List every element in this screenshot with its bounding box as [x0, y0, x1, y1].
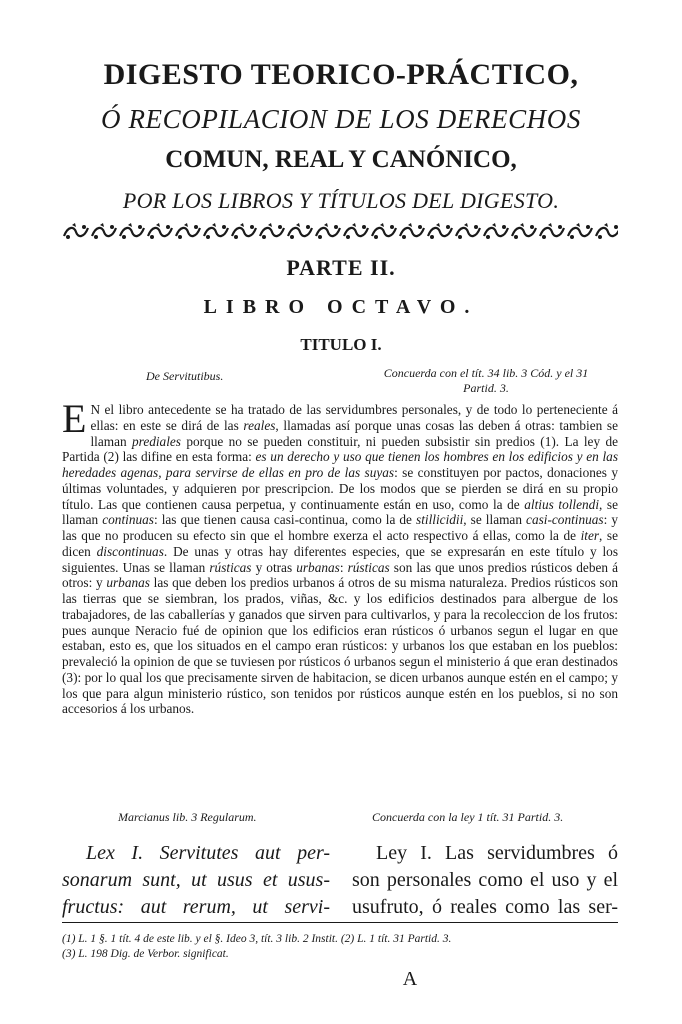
title-line-1: DIGESTO TEORICO-PRÁCTICO, — [103, 58, 579, 91]
rubric-right-line-2: Partid. 3. — [463, 381, 509, 395]
drop-cap: E — [62, 396, 87, 441]
body-text-3: porque no se pueden constituir, ni pueden subsistir sin predios (1). La ley de Partida (2) las difine en esta forma: — [62, 433, 618, 465]
latin-line-3: fructus: aut rerum, ut servi- — [62, 896, 330, 918]
footnote-line-2: (3) L. 198 Dig. de Verbor. significat. — [62, 948, 229, 960]
body-text-2: , llamadas así porque unas cosas las deben á otras: tambien se llaman — [90, 417, 618, 449]
body-term-5: continuas — [102, 512, 154, 528]
book-heading: LIBRO OCTAVO. — [203, 296, 479, 318]
ornamental-border — [62, 222, 618, 242]
body-term-1: reales — [243, 417, 276, 433]
body-term-7: casi-continuas — [526, 512, 604, 528]
rubric-right — [355, 366, 617, 396]
title-line-4: POR LOS LIBROS Y TÍTULOS DEL DIGESTO. — [122, 188, 560, 213]
body-text-4: : se constituyen por pactos, donaciones y últimas voluntades, y adquieren por prescripcion. De los modos que se pierden se dirá en su propio título. Las que contienen causa perpetua, y continuamente están en uso, como la de — [62, 465, 618, 512]
body-text-1: N el libro antecedente se ha tratado de las servidumbres personales, y de todo lo perteneciente á ellas: en este se dirá de las — [90, 402, 618, 433]
spanish-line-3: usufruto, ó reales como las ser- — [352, 896, 618, 918]
latin-line-1: Lex I. Servitutes aut per- — [86, 842, 330, 864]
body-text-14: las que deben los predios urbanos á otros de su misma naturaleza. Predios rústicos son las tierras que se siembran, los prados, viñas, &c. y los edificios destinados para albergue de los trabajadores, de las caballerías y ganados que sirven para cultivarlos, y para la recoleccion de los frutos: pues aunque Neracio fué de opinion que los edificios eran rústicos ó urbanos segun el lugar en que estaban, esto es, que los situados en el campo eran rústicos: y urbanos los que estaban en los pueblos: prevaleció la opinion de que se tuviesen por rústicos ó urbanos segun el ministerio á que eran destinados (3): por lo qual los que precisamente sirven de habitacion, se dicen urbanos aunque estén en el campo; y los que para algun ministerio rústico, son tenidos por rústicos aunque estén en los pueblos, si no son accesorios á los urbanos. — [62, 575, 619, 717]
spanish-column — [352, 840, 618, 921]
body-text-5: , se llaman — [62, 496, 618, 528]
body-text-10: . De unas y otras hay diferentes especies, que se expresarán en este título y los siguientes. Unas se llaman — [62, 543, 618, 575]
body-term-2: prediales — [131, 433, 181, 449]
footnote-line-1: (1) L. 1 §. 1 tít. 4 de este lib. y el §. Ideo 3, tít. 3 lib. 2 Instit. (2) L. 1 tít. 31 Partid. 3. — [62, 933, 452, 945]
rubric-left: De Servitutibus. — [146, 369, 224, 383]
title-heading: TITULO I. — [300, 335, 382, 354]
body-text-8: : y las que no producen su efecto sin que el hombre exerza el acto respectivo á ellas, como la de — [62, 512, 619, 543]
body-text-6: : las que tienen causa casi-continua, como la de — [153, 512, 417, 528]
body-term-9: discontinuas — [96, 543, 164, 559]
latin-line-2: sonarum sunt, ut usus et usus- — [62, 869, 330, 891]
body-term-13: urbanas — [106, 575, 150, 591]
spanish-line-2: son personales como el uso y el — [352, 869, 618, 891]
footnote-divider — [62, 922, 618, 923]
body-text-7: , se llaman — [463, 512, 527, 528]
spanish-line-1: Ley I. Las servidumbres ó — [376, 842, 618, 864]
latin-column — [62, 840, 330, 921]
footnotes — [62, 932, 618, 962]
left-column-heading: Marcianus lib. 3 Regularum. — [118, 810, 257, 824]
body-text-11: y otras — [251, 559, 297, 575]
body-term-3: es un derecho y uso que tienen los hombres en los edificios y en las heredades agenas, para servirse de ellas en pro de las suyas — [62, 449, 619, 480]
body-term-12: rústicas — [347, 559, 390, 575]
signature-mark: A — [402, 968, 418, 990]
body-paragraph — [62, 396, 619, 717]
right-column-heading: Concuerda con la ley 1 tít. 31 Partid. 3. — [372, 810, 564, 824]
body-term-10: rústicas — [209, 559, 252, 575]
body-term-4: altius tollendi — [524, 496, 600, 512]
part-heading: PARTE II. — [286, 255, 396, 280]
body-term-11: urbanas — [296, 559, 340, 575]
rubric-right-line-1: Concuerda con el tít. 34 lib. 3 Cód. y el 31 — [383, 366, 589, 380]
body-text-13: son las que unos predios rústicos deben á otros: y — [62, 559, 618, 591]
body-term-6: stillicidii — [416, 512, 464, 528]
body-term-8: iter — [580, 528, 600, 543]
title-line-3: COMUN, REAL Y CANÓNICO, — [165, 146, 517, 173]
title-line-2: Ó RECOPILACION DE LOS DERECHOS — [101, 104, 581, 134]
body-text-9: , se dicen — [62, 528, 618, 559]
body-text-12: : — [339, 559, 348, 575]
